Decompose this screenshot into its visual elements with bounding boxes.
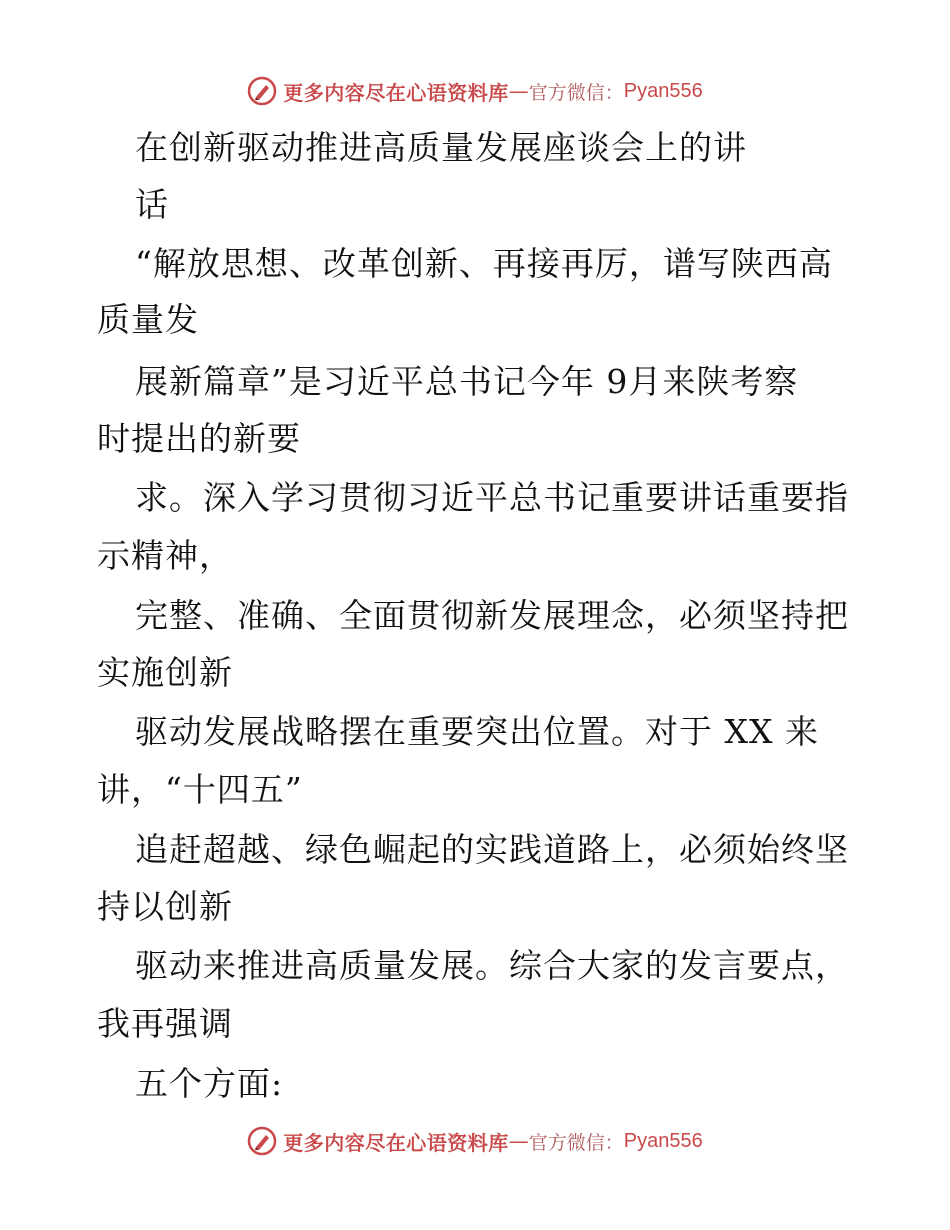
watermark-separator: — xyxy=(508,1129,529,1153)
paragraph-line: 持以创新 xyxy=(97,887,233,926)
pen-logo-icon xyxy=(247,1126,277,1156)
paragraph-line: 质量发 xyxy=(97,300,199,339)
watermark-separator: — xyxy=(508,79,529,103)
paragraph-line: 驱动发展战略摆在重要突出位置。对于 XX 来 xyxy=(135,712,819,751)
footer-watermark xyxy=(0,1121,950,1161)
paragraph-line: 求。深入学习贯彻习近平总书记重要讲话重要指 xyxy=(135,478,849,517)
paragraph-line: 讲，“十四五” xyxy=(97,770,303,809)
paragraph-line: 追赶超越、绿色崛起的实践道路上，必须始终坚 xyxy=(135,830,849,869)
watermark-label: 官方微信： xyxy=(528,81,624,104)
paragraph-line: 示精神， xyxy=(97,536,233,575)
paragraph-line: 展新篇章”是习近平总书记今年 9月来陕考察 xyxy=(135,362,799,401)
watermark-account: Pyan556 xyxy=(623,1129,703,1152)
paragraph-line: 五个方面: xyxy=(135,1064,284,1103)
paragraph-line: 我再强调 xyxy=(97,1004,233,1043)
header-watermark xyxy=(0,71,950,111)
paragraph-line: 实施创新 xyxy=(97,653,233,692)
title-line-2: 话 xyxy=(135,185,169,224)
paragraph-line: 完整、准确、全面贯彻新发展理念，必须坚持把 xyxy=(135,596,849,635)
paragraph-line: 时提出的新要 xyxy=(97,419,301,458)
watermark-text: 更多内容尽在心语资料库 xyxy=(283,80,509,105)
watermark-label: 官方微信： xyxy=(528,1131,624,1154)
paragraph-line: “解放思想、改革创新、再接再厉，谱写陕西高 xyxy=(135,244,833,283)
paragraph-line: 驱动来推进高质量发展。综合大家的发言要点， xyxy=(135,946,849,985)
watermark-account: Pyan556 xyxy=(623,79,703,102)
title-line-1: 在创新驱动推进高质量发展座谈会上的讲 xyxy=(135,128,747,167)
pen-logo-icon xyxy=(247,76,277,106)
watermark-text: 更多内容尽在心语资料库 xyxy=(283,1130,509,1155)
